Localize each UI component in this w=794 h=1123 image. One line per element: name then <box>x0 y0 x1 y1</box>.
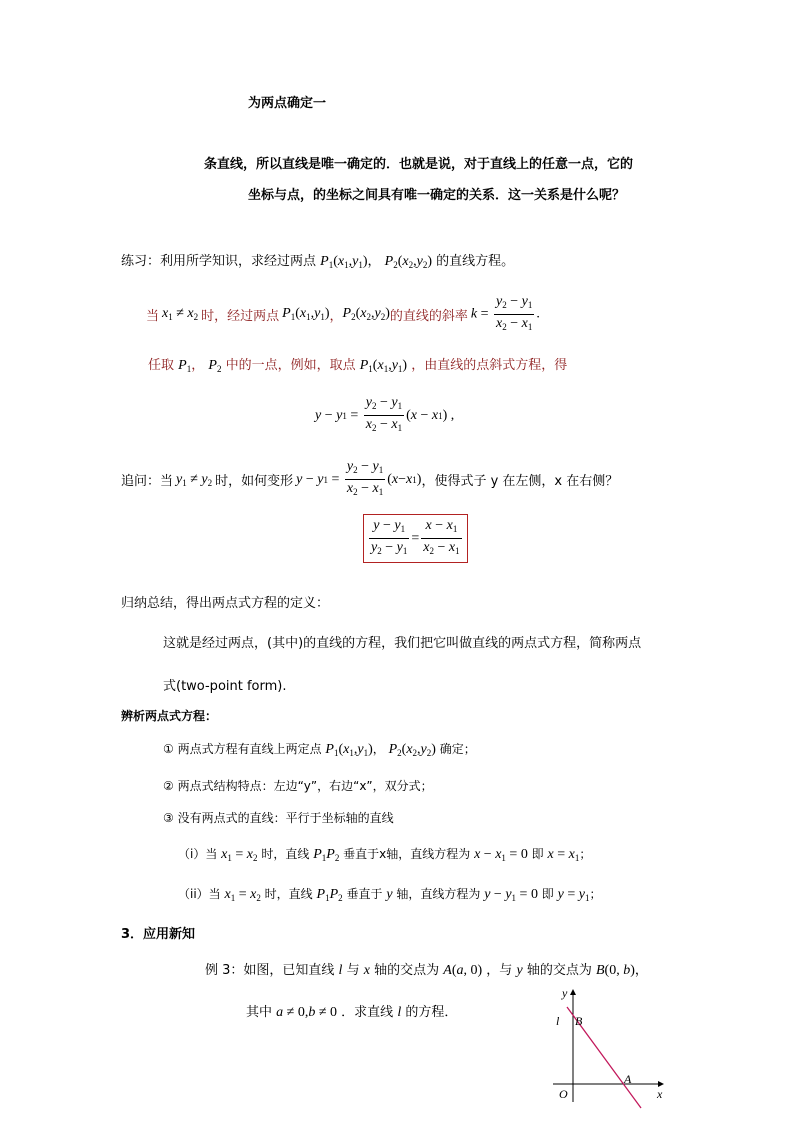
y1-neq-y2: $y_1 \ne y_2$ <box>176 471 213 488</box>
slope-text-c: 的直线的斜率 <box>389 308 468 324</box>
sub2-text-c: 垂直于 <box>346 887 383 901</box>
ex3-point-a: A(a, 0) <box>443 963 483 978</box>
exercise-line: 练习：利用所学知识，求经过两点 $P_1(x_1,y_1)$， $P_2(x_2,y_2)$ 的直线方程。 <box>121 254 515 270</box>
example-3-line-1: 例 3：如图，已知直线 l 与 x 轴的交点为 A(a, 0) ，与 y 轴的交点为 B(0, b)， <box>205 963 648 978</box>
analysis-title: 辨析两点式方程： <box>121 709 218 723</box>
sub2-text-b: 时，直线 <box>264 887 313 901</box>
take-line: 任取 $P_1$， $P_2$ 中的一点，例如，取点 $P_1(x_1,y_1)$ ，由直线的点斜式方程，得 <box>148 358 568 374</box>
y-axis-label: y <box>562 986 568 1000</box>
ex3-y: y <box>516 963 523 978</box>
analysis-sub-1: （i）当 $x_1 = x_2$ 时，直线 $P_1P_2$ 垂直于x轴，直线方程为 $x - x_1 = 0$ 即 $x = x_1$； <box>178 847 592 863</box>
ex3-text-d: ，与 <box>486 963 513 978</box>
coordinate-figure <box>545 980 675 1110</box>
ex3-line2-c: 的方程． <box>405 1005 458 1020</box>
ex3-line2-a: 其中 <box>246 1005 273 1020</box>
analysis-item-3: ③ 没有两点式的直线：平行于坐标轴的直线 <box>163 811 394 825</box>
slope-line: 当 $x_1 \ne x_2$ 时，经过两点 $P_1(x_1,y_1)$ ， $P_2(x_2,y_2)$ 的直线的斜率 k = $\frac{y_2 - y_1}{x_2 - x_1}$ . <box>146 294 540 334</box>
followup-equation: y − y 1 = $\frac{y_2 - y_1}{x_2 - x_1}$ ( x − x 1 ) <box>296 459 422 497</box>
sub2-text-a: （ii）当 <box>178 887 221 901</box>
slope-p2: $P_2(x_2,y_2)$ <box>342 306 390 322</box>
sub2-eq: $y - y_1 = 0$ <box>484 887 538 903</box>
take-p1-coords: $P_1(x_1,y_1)$ <box>359 358 408 374</box>
sub1-cond: $x_1 = x_2$ <box>221 847 258 863</box>
ex3-text-c: 轴的交点为 <box>374 963 440 978</box>
point-p2: $P_2(x_2,y_2)$ <box>384 254 432 270</box>
point-slope-equation: y − y 1 = $\frac{y_2 - y_1}{x_2 - x_1}$ ( x − x 1 ) , <box>315 395 455 433</box>
intro-line-2: 条直线，所以直线是唯一确定的．也就是说，对于直线上的任意一点，它的 <box>204 157 634 172</box>
summary-title: 归纳总结，得出两点式方程的定义： <box>121 596 330 611</box>
point-a-label: A <box>624 1072 632 1086</box>
slope-formula: k = $\frac{y_2 - y_1}{x_2 - x_1}$ . <box>470 293 540 332</box>
followup-text-a: 追问：当 <box>121 474 174 489</box>
followup-text-b: 时，如何变形 <box>215 474 294 489</box>
intro-line-1: 为两点确定一 <box>248 96 327 111</box>
sub2-cond: $x_1 = x_2$ <box>224 887 261 903</box>
sub1-text-d: 即 <box>531 847 544 861</box>
sub1-text-b: 时，直线 <box>261 847 310 861</box>
point-b-label: B <box>575 1014 583 1028</box>
ex3-l2: l <box>397 1005 402 1020</box>
followup-line <box>121 458 618 501</box>
summary-line-1: 这就是经过两点，(其中)的直线的方程，我们把它叫做直线的两点式方程，简称两点 <box>163 636 642 651</box>
sub1-p1p2: $P_1P_2$ <box>313 847 340 863</box>
slope-text-b: 时，经过两点 <box>201 308 280 324</box>
sub1-text-a: （i）当 <box>178 847 218 861</box>
item1-p1: $P_1(x_1,y_1)$ <box>325 742 373 758</box>
line-l-label: l <box>556 1014 560 1028</box>
exercise-suffix: 的直线方程。 <box>436 254 515 269</box>
item1-p2: $P_2(x_2,y_2)$ <box>388 742 436 758</box>
ex3-l: l <box>338 963 343 978</box>
analysis-item-2: ② 两点式结构特点：左边“y”，右边“x”，双分式； <box>163 779 433 793</box>
sub1-result: $x = x_1$ <box>547 847 580 863</box>
summary-line-2: 式(two-point form). <box>163 679 287 694</box>
item1-text-a: ① 两点式方程有直线上两定点 <box>163 742 322 756</box>
sub1-text-c: 垂直于x轴，直线方程为 <box>343 847 471 861</box>
take-p2: $P_2$ <box>208 358 222 374</box>
example-3-line-2 <box>246 1001 457 1021</box>
analysis-item-1: ① 两点式方程有直线上两定点 $P_1(x_1,y_1)$， $P_2(x_2,y_2)$ 确定； <box>163 742 476 758</box>
x1-neq-x2: $x_1 \ne x_2$ <box>162 306 199 322</box>
sub2-text-d: 轴，直线方程为 <box>396 887 481 901</box>
sub2-text-e: 即 <box>541 887 554 901</box>
take-text-b: 中的一点，例如，取点 <box>225 358 356 373</box>
ex3-text-a: 例 3：如图，已知直线 <box>205 963 335 978</box>
analysis-sub-2: （ii）当 $x_1 = x_2$ 时，直线 $P_1P_2$ 垂直于 y 轴，直线方程为 $y - y_1 = 0$ 即 $y = y_1$； <box>178 887 602 903</box>
item1-text-b: 确定； <box>439 742 476 756</box>
origin-label: O <box>559 1087 568 1101</box>
ex3-text-e: 轴的交点为 <box>526 963 592 978</box>
ex3-text-b: 与 <box>346 963 360 978</box>
followup-text-c: ，使得式子 y 在左侧，x 在右侧？ <box>421 474 619 489</box>
sub1-eq: $x - x_1 = 0$ <box>474 847 528 863</box>
slope-p1: $P_1(x_1,y_1)$ <box>282 306 330 322</box>
take-text-a: 任取 <box>148 358 175 373</box>
slope-text-a: 当 <box>146 308 160 324</box>
exercise-prefix: 练习：利用所学知识，求经过两点 <box>121 254 317 269</box>
take-text-c: ，由直线的点斜式方程，得 <box>411 358 568 373</box>
ex3-x: x <box>363 963 370 978</box>
ex3-point-b: B(0, b) <box>595 963 635 978</box>
x-axis-label: x <box>657 1087 663 1101</box>
sub2-result: $y = y_1$ <box>557 887 590 903</box>
take-p1: $P_1$ <box>178 358 192 374</box>
ex3-line2-b: ．求直线 <box>341 1005 394 1020</box>
point-p1: $P_1(x_1,y_1)$ <box>320 254 368 270</box>
sub2-p1p2: $P_1P_2$ <box>316 887 343 903</box>
two-point-form-box: $\frac{y - y_1}{y_2 - y_1}$ = $\frac{x - x_1}{x_2 - x_1}$ <box>363 514 468 563</box>
section-3-title: 3．应用新知 <box>121 927 196 942</box>
intro-line-3: 坐标与点，的坐标之间具有唯一确定的关系．这一关系是什么呢？ <box>248 188 626 203</box>
ex3-conds: a ≠ 0,b ≠ 0 <box>276 1005 338 1020</box>
sub2-axis: y <box>386 887 393 902</box>
